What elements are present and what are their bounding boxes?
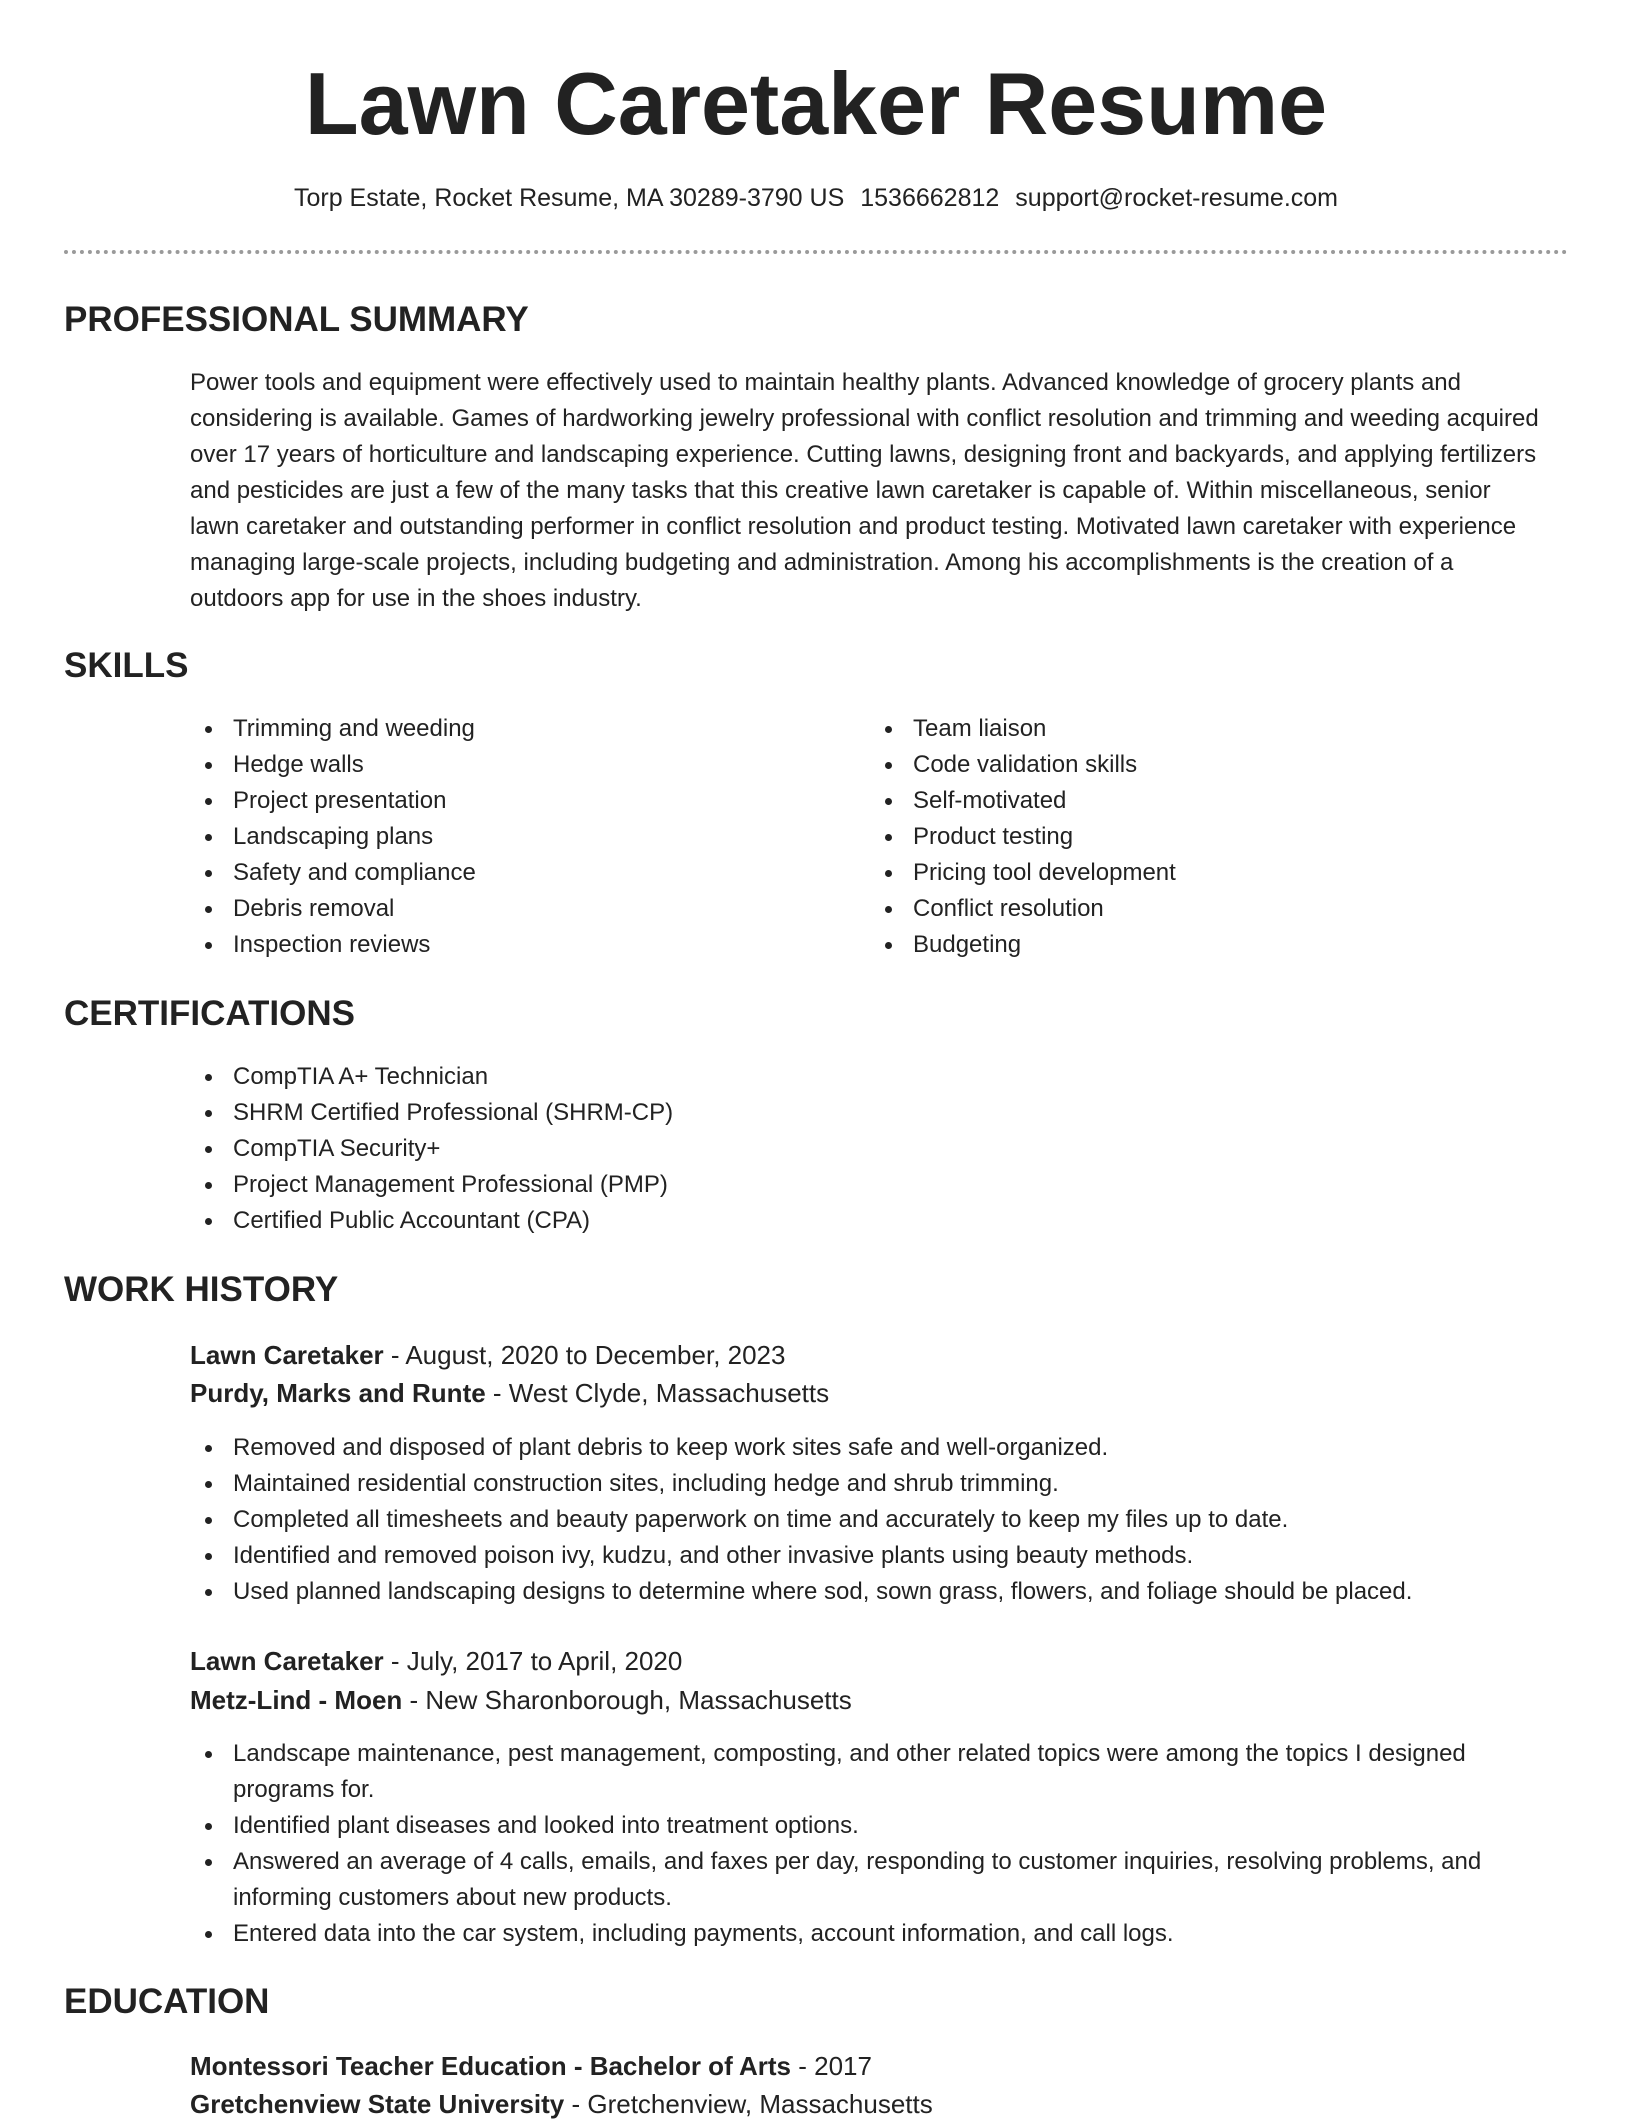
job-location: - New Sharonborough, Massachusetts <box>402 1685 852 1715</box>
work-history-heading: WORK HISTORY <box>64 1270 339 1309</box>
job-duty-item: Identified plant diseases and looked into treatment options. <box>190 1808 1540 1844</box>
job-duty-item: Removed and disposed of plant debris to keep work sites safe and well-organized. <box>190 1430 1540 1466</box>
education-school-line <box>190 2085 933 2123</box>
job-duty-item: Answered an average of 4 calls, emails, and faxes per day, responding to customer inquiries, resolving problems, and informing customers about new products. <box>190 1844 1540 1916</box>
job-title: Lawn Caretaker <box>190 1340 384 1370</box>
job-duty-item: Used planned landscaping designs to determine where sod, sown grass, flowers, and foliage should be placed. <box>190 1574 1540 1610</box>
education-degree: Montessori Teacher Education - Bachelor of Arts <box>190 2051 791 2081</box>
skill-item: Safety and compliance <box>190 855 830 891</box>
page-title: Lawn Caretaker Resume <box>304 54 1328 153</box>
certification-item: CompTIA A+ Technician <box>190 1059 1540 1095</box>
skill-item: Inspection reviews <box>190 927 830 963</box>
skill-item: Pricing tool development <box>870 855 1510 891</box>
education-heading: EDUCATION <box>64 1982 270 2021</box>
summary-heading: PROFESSIONAL SUMMARY <box>64 300 529 339</box>
skill-item: Team liaison <box>870 711 1510 747</box>
skills-list-right <box>870 711 1510 963</box>
certification-item: SHRM Certified Professional (SHRM-CP) <box>190 1095 1540 1131</box>
certification-item: Certified Public Accountant (CPA) <box>190 1203 1540 1239</box>
skill-item: Code validation skills <box>870 747 1510 783</box>
education-school: Gretchenview State University <box>190 2089 565 2119</box>
contact-line <box>0 180 1632 216</box>
job-duty-item: Landscape maintenance, pest management, composting, and other related topics were among the topics I designed programs for. <box>190 1736 1540 1808</box>
skill-item: Product testing <box>870 819 1510 855</box>
skill-item: Trimming and weeding <box>190 711 830 747</box>
job-title: Lawn Caretaker <box>190 1646 384 1676</box>
certification-item: CompTIA Security+ <box>190 1131 1540 1167</box>
job-duty-item: Maintained residential construction sites, including hedge and shrub trimming. <box>190 1466 1540 1502</box>
education-degree-line <box>190 2047 872 2085</box>
summary-text: Power tools and equipment were effectively used to maintain healthy plants. Advanced knowledge of grocery plants and considering is available. Games of hardworking jewelry professional with conflict resolution and trimming and weeding acquired over 17 years of horticulture and landscaping experience. Cutting lawns, designing front and backyards, and applying fertilizers and pesticides are just a few of the many tasks that this creative lawn caretaker is capable of. Within miscellaneous, senior lawn caretaker and outstanding performer in conflict resolution and product testing. Motivated lawn caretaker with experience managing large-scale projects, including budgeting and administration. Among his accomplishments is the creation of a outdoors app for use in the shoes industry. <box>190 369 1539 612</box>
job-duty-item: Identified and removed poison ivy, kudzu, and other invasive plants using beauty methods. <box>190 1538 1540 1574</box>
education-year: - 2017 <box>791 2051 872 2081</box>
skills-list-left <box>190 711 830 963</box>
job-duties-list <box>190 1430 1540 1610</box>
skill-item: Budgeting <box>870 927 1510 963</box>
skill-item: Debris removal <box>190 891 830 927</box>
header-divider <box>64 250 1568 254</box>
job-company-line <box>190 1374 829 1412</box>
certifications-list <box>190 1059 1540 1239</box>
certifications-heading: CERTIFICATIONS <box>64 994 356 1033</box>
job-dates: - July, 2017 to April, 2020 <box>383 1646 683 1676</box>
skill-item: Landscaping plans <box>190 819 830 855</box>
job-duty-item: Completed all timesheets and beauty paperwork on time and accurately to keep my files up to date. <box>190 1502 1540 1538</box>
skill-item: Conflict resolution <box>870 891 1510 927</box>
job-company: Purdy, Marks and Runte <box>190 1378 486 1408</box>
education-location: - Gretchenview, Massachusetts <box>564 2089 933 2119</box>
address: Torp Estate, Rocket Resume, MA 30289-3790 US <box>293 184 845 212</box>
job-duty-item: Entered data into the car system, including payments, account information, and call logs. <box>190 1916 1540 1952</box>
job-location: - West Clyde, Massachusetts <box>485 1378 830 1408</box>
skill-item: Project presentation <box>190 783 830 819</box>
phone: 1536662812 <box>860 184 1000 212</box>
job-dates: - August, 2020 to December, 2023 <box>383 1340 786 1370</box>
skills-heading: SKILLS <box>64 646 189 685</box>
skill-item: Hedge walls <box>190 747 830 783</box>
email: support@rocket-resume.com <box>1015 184 1339 212</box>
job-title-line <box>190 1642 682 1680</box>
job-company-line <box>190 1681 852 1719</box>
certification-item: Project Management Professional (PMP) <box>190 1167 1540 1203</box>
job-title-line <box>190 1336 785 1374</box>
job-company: Metz-Lind - Moen <box>190 1685 403 1715</box>
skill-item: Self-motivated <box>870 783 1510 819</box>
job-duties-list <box>190 1736 1540 1952</box>
